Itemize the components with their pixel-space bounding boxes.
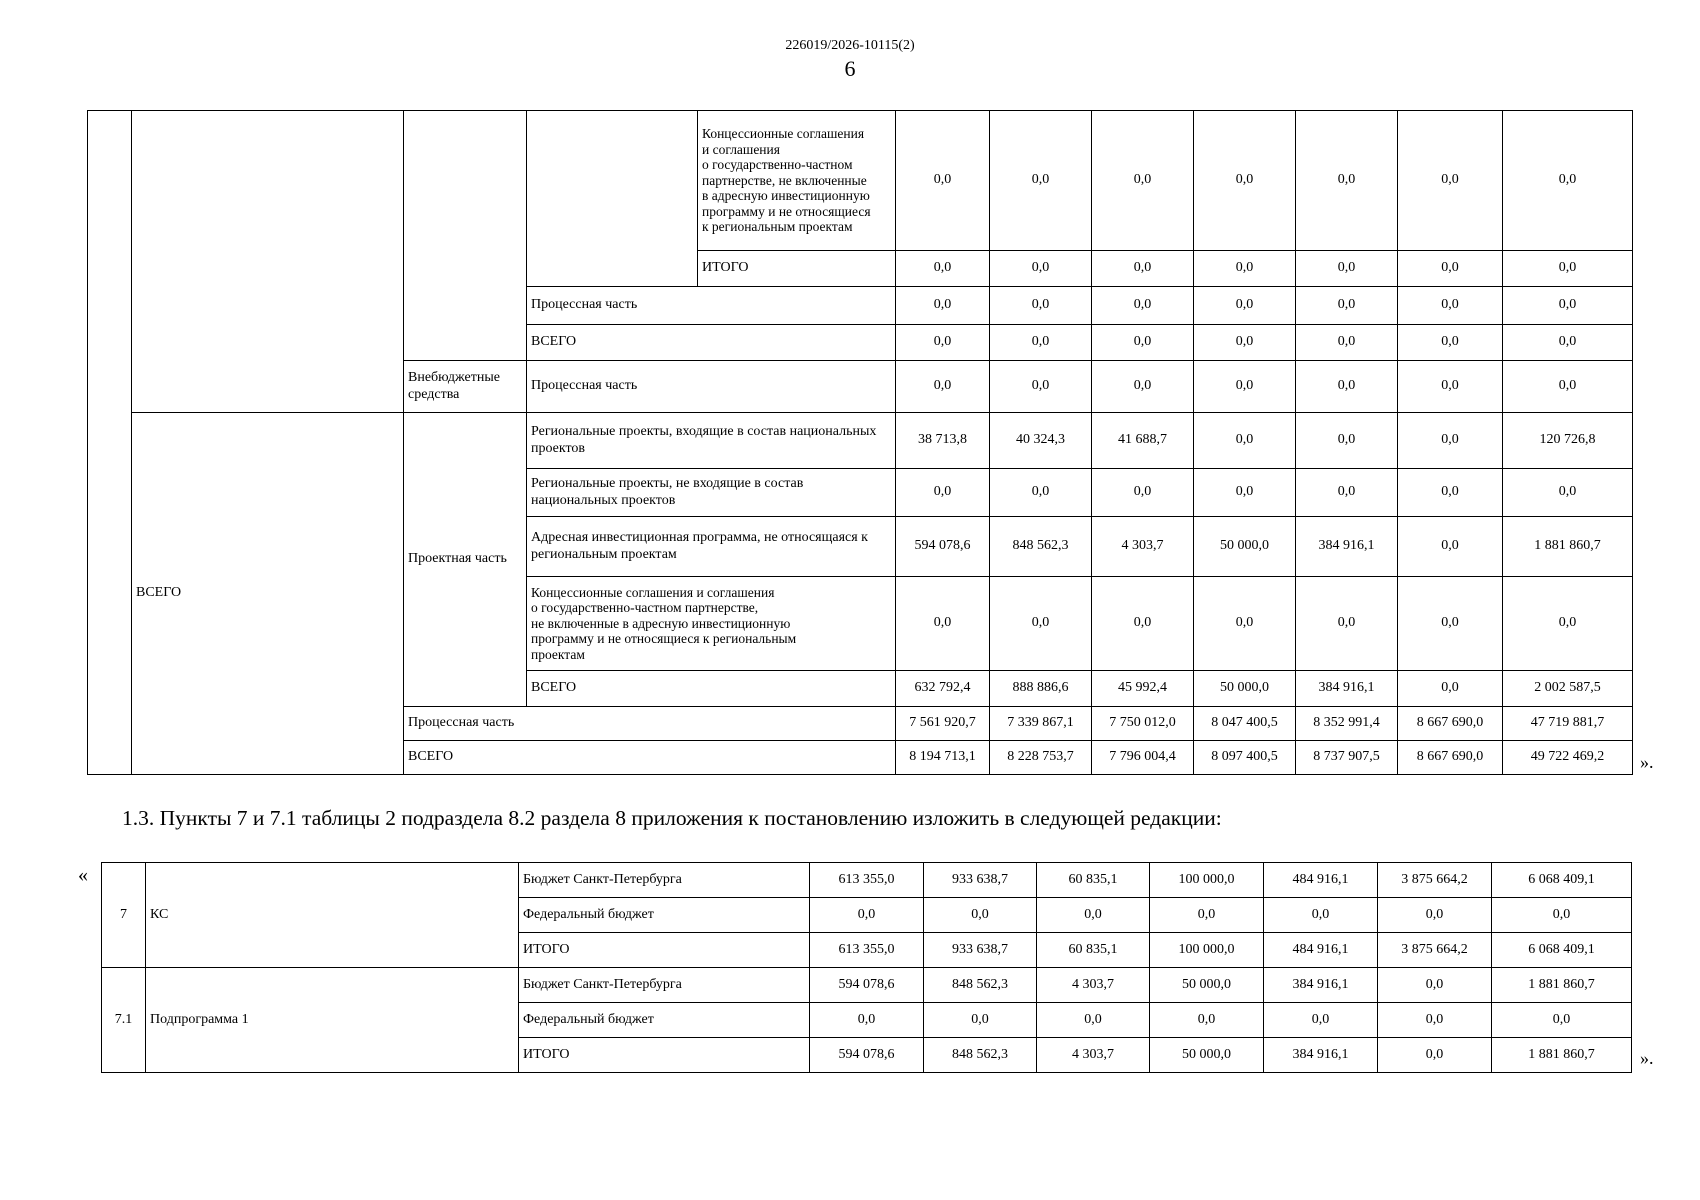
value-cell: 0,0: [1092, 325, 1194, 361]
value-cell: 594 078,6: [896, 517, 990, 577]
row-label: Процессная часть: [527, 361, 896, 413]
value-cell: 0,0: [1092, 469, 1194, 517]
value-cell: 45 992,4: [1092, 671, 1194, 707]
item-number: 7: [102, 863, 146, 968]
value-cell: 0,0: [1296, 111, 1398, 251]
value-cell: 0,0: [1296, 251, 1398, 287]
value-cell: 50 000,0: [1194, 517, 1296, 577]
value-cell: 0,0: [1378, 1038, 1492, 1073]
document-number: 226019/2026-10115(2): [785, 38, 915, 53]
row-label: Процессная часть: [404, 707, 896, 741]
value-cell: 0,0: [896, 361, 990, 413]
table-row: [102, 863, 1632, 898]
value-cell: 0,0: [1503, 577, 1633, 671]
value-cell: 0,0: [1398, 413, 1503, 469]
row-label: Региональные проекты, не входящие в состав национальных проектов: [527, 469, 896, 517]
value-cell: 6 068 409,1: [1492, 933, 1632, 968]
value-cell: 8 047 400,5: [1194, 707, 1296, 741]
value-cell: 0,0: [1092, 111, 1194, 251]
value-cell: 50 000,0: [1150, 1038, 1264, 1073]
value-cell: 0,0: [990, 325, 1092, 361]
extrabudget-group-label: Внебюджетные средства: [404, 361, 527, 413]
value-cell: 1 881 860,7: [1503, 517, 1633, 577]
value-cell: 41 688,7: [1092, 413, 1194, 469]
value-cell: 0,0: [1296, 469, 1398, 517]
value-cell: 0,0: [1398, 577, 1503, 671]
value-cell: 0,0: [1194, 111, 1296, 251]
value-cell: 0,0: [1378, 968, 1492, 1003]
value-cell: 38 713,8: [896, 413, 990, 469]
value-cell: 0,0: [1398, 251, 1503, 287]
value-cell: 384 916,1: [1296, 517, 1398, 577]
value-cell: 613 355,0: [810, 863, 924, 898]
value-cell: 0,0: [810, 1003, 924, 1038]
row-label: ВСЕГО: [527, 671, 896, 707]
value-cell: 933 638,7: [924, 933, 1037, 968]
row-label: ВСЕГО: [527, 325, 896, 361]
value-cell: 594 078,6: [810, 1038, 924, 1073]
value-cell: 0,0: [1503, 325, 1633, 361]
value-cell: 50 000,0: [1150, 968, 1264, 1003]
value-cell: 0,0: [896, 469, 990, 517]
row-label: Концессионные соглашения и соглашения о государственно-частном партнерстве, не включенные в адресную инвестиционную программу и не относящиеся к региональным проектам: [527, 577, 896, 671]
value-cell: 0,0: [924, 898, 1037, 933]
row-label: Бюджет Санкт-Петербурга: [519, 968, 810, 1003]
value-cell: 0,0: [1503, 251, 1633, 287]
value-cell: 0,0: [1264, 898, 1378, 933]
value-cell: 0,0: [1194, 287, 1296, 325]
value-cell: 8 097 400,5: [1194, 741, 1296, 775]
row-label: Процессная часть: [527, 287, 896, 325]
vsego-group-label: ВСЕГО: [132, 413, 404, 775]
page-number: 6: [844, 56, 856, 81]
value-cell: 484 916,1: [1264, 863, 1378, 898]
value-cell: 4 303,7: [1092, 517, 1194, 577]
value-cell: 0,0: [1492, 1003, 1632, 1038]
value-cell: 0,0: [1037, 898, 1150, 933]
value-cell: 6 068 409,1: [1492, 863, 1632, 898]
value-cell: 0,0: [1398, 287, 1503, 325]
closing-quote-2: ».: [1640, 1048, 1654, 1068]
value-cell: 0,0: [896, 251, 990, 287]
value-cell: 384 916,1: [1264, 1038, 1378, 1073]
value-cell: 0,0: [1194, 469, 1296, 517]
value-cell: 0,0: [1194, 325, 1296, 361]
value-cell: 7 750 012,0: [1092, 707, 1194, 741]
amendment-paragraph: 1.3. Пункты 7 и 7.1 таблицы 2 подраздела 8.2 раздела 8 приложения к постановлению изложить в следующей редакции:: [122, 806, 1222, 830]
value-cell: 8 667 690,0: [1398, 741, 1503, 775]
value-cell: 4 303,7: [1037, 968, 1150, 1003]
closing-quote-1: ».: [1640, 752, 1654, 772]
row-label: ИТОГО: [519, 933, 810, 968]
value-cell: 1 881 860,7: [1492, 968, 1632, 1003]
value-cell: 47 719 881,7: [1503, 707, 1633, 741]
row-label: Федеральный бюджет: [519, 898, 810, 933]
value-cell: 0,0: [1194, 413, 1296, 469]
value-cell: 0,0: [1264, 1003, 1378, 1038]
value-cell: 60 835,1: [1037, 863, 1150, 898]
value-cell: 0,0: [1296, 325, 1398, 361]
row-label: Концессионные соглашения и соглашения о государственно-частном партнерстве, не включенные в адресную инвестиционную программу и не относящиеся к региональным проектам: [698, 111, 896, 251]
part-cell-empty: [527, 111, 698, 287]
row-label: Федеральный бюджет: [519, 1003, 810, 1038]
value-cell: 0,0: [1194, 577, 1296, 671]
source-cell-empty: [404, 111, 527, 361]
value-cell: 0,0: [1092, 577, 1194, 671]
item-number: 7.1: [102, 968, 146, 1073]
value-cell: 0,0: [1503, 111, 1633, 251]
value-cell: 120 726,8: [1503, 413, 1633, 469]
value-cell: 0,0: [896, 325, 990, 361]
value-cell: 8 352 991,4: [1296, 707, 1398, 741]
value-cell: 0,0: [1398, 111, 1503, 251]
row-concession-top: [88, 111, 1633, 251]
value-cell: 0,0: [990, 111, 1092, 251]
value-cell: 0,0: [990, 251, 1092, 287]
value-cell: 613 355,0: [810, 933, 924, 968]
value-cell: 100 000,0: [1150, 863, 1264, 898]
number-cell-empty: [88, 111, 132, 775]
value-cell: 632 792,4: [896, 671, 990, 707]
value-cell: 7 561 920,7: [896, 707, 990, 741]
row-regional-national: [88, 413, 1633, 469]
funding-table-top: [87, 110, 1633, 775]
row-label: Адресная инвестиционная программа, не относящаяся к региональным проектам: [527, 517, 896, 577]
value-cell: 384 916,1: [1296, 671, 1398, 707]
value-cell: 3 875 664,2: [1378, 933, 1492, 968]
value-cell: 594 078,6: [810, 968, 924, 1003]
program-cell-empty: [132, 111, 404, 413]
row-label: ИТОГО: [698, 251, 896, 287]
value-cell: 0,0: [1492, 898, 1632, 933]
value-cell: 49 722 469,2: [1503, 741, 1633, 775]
opening-quote: «: [78, 864, 88, 886]
value-cell: 100 000,0: [1150, 933, 1264, 968]
value-cell: 484 916,1: [1264, 933, 1378, 968]
value-cell: 0,0: [1092, 361, 1194, 413]
value-cell: 4 303,7: [1037, 1038, 1150, 1073]
value-cell: 0,0: [990, 469, 1092, 517]
value-cell: 0,0: [1092, 287, 1194, 325]
value-cell: 0,0: [990, 287, 1092, 325]
value-cell: 0,0: [1092, 251, 1194, 287]
value-cell: 0,0: [810, 898, 924, 933]
value-cell: 8 737 907,5: [1296, 741, 1398, 775]
item-name: КС: [146, 863, 519, 968]
value-cell: 2 002 587,5: [1503, 671, 1633, 707]
value-cell: 0,0: [1150, 898, 1264, 933]
value-cell: 60 835,1: [1037, 933, 1150, 968]
value-cell: 0,0: [990, 361, 1092, 413]
value-cell: 0,0: [1378, 898, 1492, 933]
value-cell: 0,0: [1378, 1003, 1492, 1038]
row-label: Региональные проекты, входящие в состав национальных проектов: [527, 413, 896, 469]
value-cell: 0,0: [1296, 577, 1398, 671]
table-row: [102, 968, 1632, 1003]
value-cell: 0,0: [1398, 325, 1503, 361]
value-cell: 1 881 860,7: [1492, 1038, 1632, 1073]
project-part-label: Проектная часть: [404, 413, 527, 707]
value-cell: 0,0: [1398, 671, 1503, 707]
value-cell: 8 667 690,0: [1398, 707, 1503, 741]
value-cell: 0,0: [896, 111, 990, 251]
value-cell: 8 228 753,7: [990, 741, 1092, 775]
value-cell: 384 916,1: [1264, 968, 1378, 1003]
row-label: ИТОГО: [519, 1038, 810, 1073]
row-label: Бюджет Санкт-Петербурга: [519, 863, 810, 898]
funding-table-bottom: [101, 862, 1632, 1073]
value-cell: 40 324,3: [990, 413, 1092, 469]
value-cell: 7 339 867,1: [990, 707, 1092, 741]
value-cell: 848 562,3: [924, 1038, 1037, 1073]
value-cell: 848 562,3: [924, 968, 1037, 1003]
value-cell: 0,0: [1503, 287, 1633, 325]
value-cell: 3 875 664,2: [1378, 863, 1492, 898]
value-cell: 0,0: [1503, 469, 1633, 517]
value-cell: 0,0: [896, 287, 990, 325]
row-label: ВСЕГО: [404, 741, 896, 775]
value-cell: 0,0: [1194, 251, 1296, 287]
value-cell: 0,0: [990, 577, 1092, 671]
value-cell: 0,0: [1194, 361, 1296, 413]
item-name: Подпрограмма 1: [146, 968, 519, 1073]
value-cell: 50 000,0: [1194, 671, 1296, 707]
value-cell: 0,0: [1398, 361, 1503, 413]
value-cell: 0,0: [1398, 469, 1503, 517]
value-cell: 0,0: [1296, 361, 1398, 413]
value-cell: 933 638,7: [924, 863, 1037, 898]
value-cell: 0,0: [1503, 361, 1633, 413]
value-cell: 8 194 713,1: [896, 741, 990, 775]
value-cell: 0,0: [1296, 287, 1398, 325]
value-cell: 888 886,6: [990, 671, 1092, 707]
value-cell: 0,0: [924, 1003, 1037, 1038]
value-cell: 848 562,3: [990, 517, 1092, 577]
value-cell: 0,0: [1398, 517, 1503, 577]
value-cell: 0,0: [1037, 1003, 1150, 1038]
value-cell: 7 796 004,4: [1092, 741, 1194, 775]
value-cell: 0,0: [1150, 1003, 1264, 1038]
value-cell: 0,0: [896, 577, 990, 671]
value-cell: 0,0: [1296, 413, 1398, 469]
